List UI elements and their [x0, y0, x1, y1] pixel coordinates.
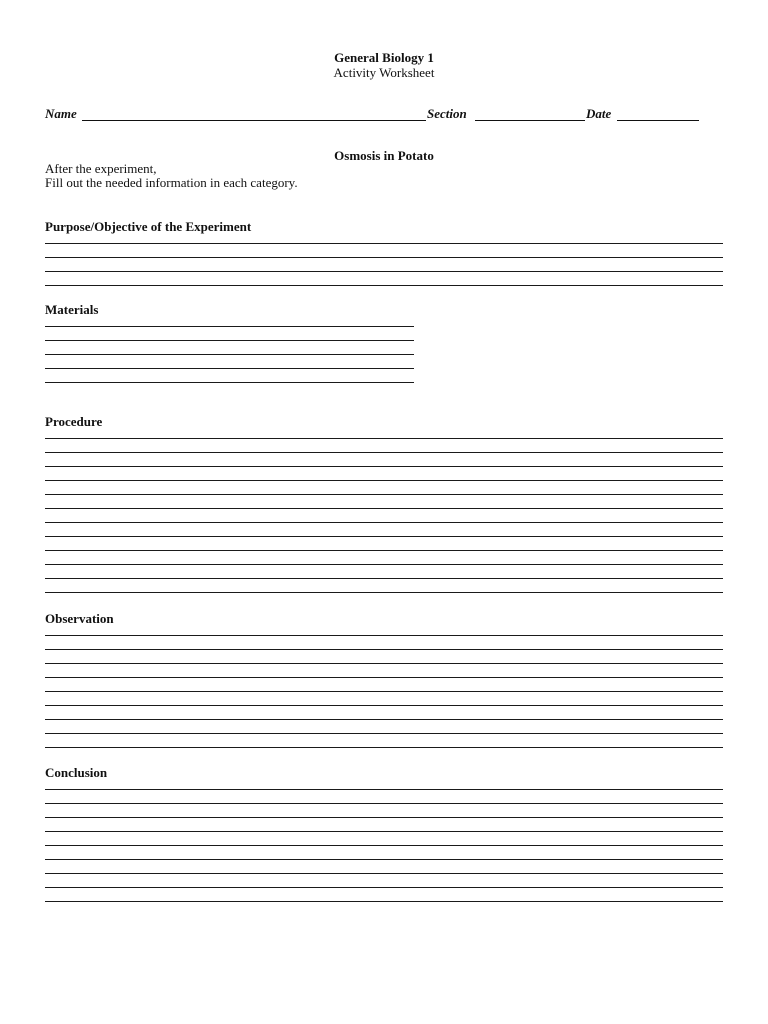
conclusion-answer-line[interactable]: [45, 789, 723, 790]
purpose-answer-line[interactable]: [45, 271, 723, 272]
procedure-answer-line[interactable]: [45, 592, 723, 593]
section-label: Section: [427, 106, 467, 121]
observation-answer-line[interactable]: [45, 691, 723, 692]
purpose-answer-line[interactable]: [45, 257, 723, 258]
procedure-answer-line[interactable]: [45, 578, 723, 579]
procedure-answer-line[interactable]: [45, 550, 723, 551]
date-field[interactable]: [617, 120, 699, 121]
procedure-answer-line[interactable]: [45, 494, 723, 495]
instruction-line-1: After the experiment,: [45, 161, 157, 176]
observation-answer-line[interactable]: [45, 663, 723, 664]
observation-heading: Observation: [45, 611, 114, 626]
conclusion-answer-line[interactable]: [45, 873, 723, 874]
conclusion-answer-line[interactable]: [45, 803, 723, 804]
observation-answer-line[interactable]: [45, 649, 723, 650]
conclusion-answer-line[interactable]: [45, 845, 723, 846]
name-label: Name: [45, 106, 77, 121]
materials-answer-line[interactable]: [45, 340, 414, 341]
worksheet-subtitle: Activity Worksheet: [333, 65, 435, 80]
student-info-line: [45, 106, 745, 124]
observation-answer-line[interactable]: [45, 719, 723, 720]
procedure-answer-line[interactable]: [45, 438, 723, 439]
observation-answer-line[interactable]: [45, 747, 723, 748]
instruction-line-2: Fill out the needed information in each category.: [45, 175, 298, 190]
activity-title: Osmosis in Potato: [334, 148, 434, 163]
procedure-answer-line[interactable]: [45, 466, 723, 467]
procedure-answer-line[interactable]: [45, 508, 723, 509]
materials-answer-line[interactable]: [45, 368, 414, 369]
instructions: [45, 162, 298, 190]
purpose-section: [45, 219, 723, 291]
conclusion-answer-line[interactable]: [45, 831, 723, 832]
observation-answer-line[interactable]: [45, 705, 723, 706]
course-title: General Biology 1: [334, 50, 434, 65]
conclusion-section: [45, 765, 723, 907]
procedure-answer-line[interactable]: [45, 564, 723, 565]
conclusion-heading: Conclusion: [45, 765, 108, 780]
procedure-answer-line[interactable]: [45, 522, 723, 523]
procedure-section: [45, 414, 723, 599]
purpose-heading: Purpose/Objective of the Experiment: [45, 219, 252, 234]
worksheet-header: [0, 50, 768, 80]
materials-answer-line[interactable]: [45, 382, 414, 383]
conclusion-answer-line[interactable]: [45, 887, 723, 888]
materials-answer-line[interactable]: [45, 354, 414, 355]
materials-heading: Materials: [45, 302, 99, 317]
procedure-heading: Procedure: [45, 414, 103, 429]
section-field[interactable]: [475, 120, 585, 121]
date-label: Date: [586, 106, 612, 121]
observation-answer-line[interactable]: [45, 733, 723, 734]
procedure-answer-line[interactable]: [45, 452, 723, 453]
observation-answer-line[interactable]: [45, 635, 723, 636]
purpose-answer-line[interactable]: [45, 285, 723, 286]
conclusion-answer-line[interactable]: [45, 859, 723, 860]
purpose-answer-line[interactable]: [45, 243, 723, 244]
materials-section: [45, 302, 723, 392]
materials-answer-line[interactable]: [45, 326, 414, 327]
name-field[interactable]: [82, 120, 426, 121]
conclusion-answer-line[interactable]: [45, 901, 723, 902]
procedure-answer-line[interactable]: [45, 480, 723, 481]
conclusion-answer-line[interactable]: [45, 817, 723, 818]
procedure-answer-line[interactable]: [45, 536, 723, 537]
observation-answer-line[interactable]: [45, 677, 723, 678]
observation-section: [45, 611, 723, 753]
